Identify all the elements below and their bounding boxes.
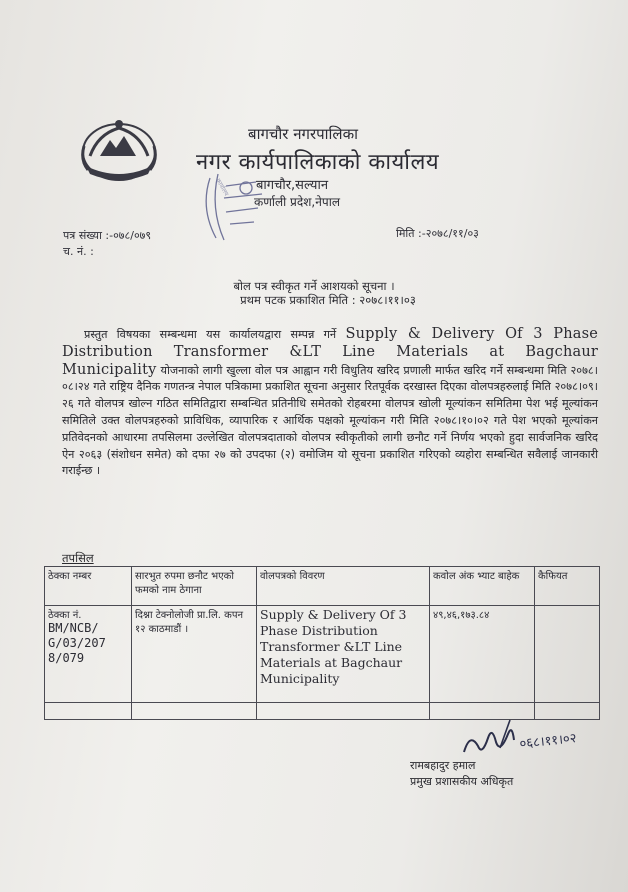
col-amount: कवोल अंक भ्याट बाहेक — [430, 567, 535, 606]
dispatch-number: च. नं. : — [63, 245, 94, 258]
letter-number: पत्र संख्या :-०७८/०७९ — [63, 229, 152, 242]
municipality-name: बागचौर नगरपालिका — [248, 125, 358, 143]
svg-text:०६८।११।०२: ०६८।११।०२ — [518, 731, 578, 752]
office-address: बागचौर,सल्यान — [256, 178, 329, 193]
remarks — [535, 606, 600, 703]
project-name: Supply & Delivery Of 3 Phase Distribution Transformer &LT Line Materials at Bagchaur Municipality — [62, 326, 599, 378]
letter-date: मिति :-२०७८/११/०३ — [396, 227, 479, 240]
table-row — [45, 606, 600, 703]
body-intro: प्रस्तुत विषयका सम्बन्धमा यस कार्यालयद्वारा सम्पन्न गर्ने — [84, 328, 337, 341]
bid-description: Supply & Delivery Of 3 Phase Distribution Transformer &LT Line Materials at Bagchaur Municipality — [257, 606, 430, 703]
contract-label: ठेक्का नं. — [48, 610, 82, 621]
office-province: कर्णाली प्रदेश,नेपाल — [254, 195, 340, 209]
col-remarks: कैफियत — [535, 567, 600, 606]
signatory-name: रामबहादुर हमाल — [410, 759, 476, 772]
handwritten-signature — [456, 712, 606, 766]
bid-amount: ४९,४६,१७३.८४ — [430, 606, 535, 703]
body-text: योजनाको लागी खुल्ला वोल पत्र आह्वान गरी विधुतिय खरिद प्रणाली मार्फत खरिद गर्ने सम्बन्धमा मिति २०७८।०८।२४ गते राष्ट्रिय दैनिक गणतन्त्र नेपाल पत्रिकामा प्रकाशित सूचना अनुसार रितपूर्वक दरखास्त दिएका वोलपत्रहरुलाई मिति २०७८।०९।२६ गते वोलपत्र खोल्न गठित समितिद्वारा सम्बन्धित प्रतिनीधि समेतको रोहबरमा वोलपत्र खोली मूल्यांकन समितिमा पेश भई मूल्यांकन समितिले उक्त वोलपत्रहरुको प्राविधिक, व्यापारिक र आर्थिक पक्षको मूल्यांकन गरी मिति २०७८।१०।०२ गते पेश भएको मूल्यांकन प्रतिवेदनको आधारमा तपसिलमा उल्लेखित वोलपत्रदाताको वोलपत्र स्वीकृतीको लागी छनौट गर्ने निर्णय भएको हुदा सार्वजनिक खरिद ऐन २०६३ (संशोधन समेत) को दफा २७ को उपदफा (२) वमोजिम यो सूचना प्रकाशित गरिएको व्यहोरा सम्बन्धित सवैलाई जानकारी गराईन्छ । — [62, 363, 598, 478]
nepal-emblem-icon — [78, 116, 160, 184]
col-contract-number: ठेक्का नम्बर — [45, 567, 132, 606]
office-seal-stamp — [196, 168, 280, 250]
publication-date: प्रथम पटक प्रकाशित मिति : २०७८।११।०३ — [240, 293, 416, 307]
details-label: तपसिल — [62, 551, 94, 565]
contract-reference: BM/NCB/ G/03/207 8/079 — [48, 621, 106, 665]
firm-name: दिश्ना टेक्नोलोजी प्रा.लि. कपन १२ काठमाडौं । — [132, 606, 257, 703]
col-description: वोलपत्रको विवरण — [257, 567, 430, 606]
signatory-designation: प्रमुख प्रशासकीय अधिकृत — [410, 775, 514, 788]
svg-text:कार्यालय: कार्यालय — [214, 177, 230, 198]
col-firm: सारभुत रुपमा छनौट भएको फमको नाम ठेगाना — [132, 567, 257, 606]
table-header-row — [45, 567, 600, 606]
notice-body — [62, 326, 598, 480]
office-name: नगर कार्यपालिकाको कार्यालय — [196, 150, 440, 175]
award-table — [44, 566, 600, 720]
notice-title: बोल पत्र स्वीकृत गर्ने आशयको सूचना । — [233, 279, 395, 293]
